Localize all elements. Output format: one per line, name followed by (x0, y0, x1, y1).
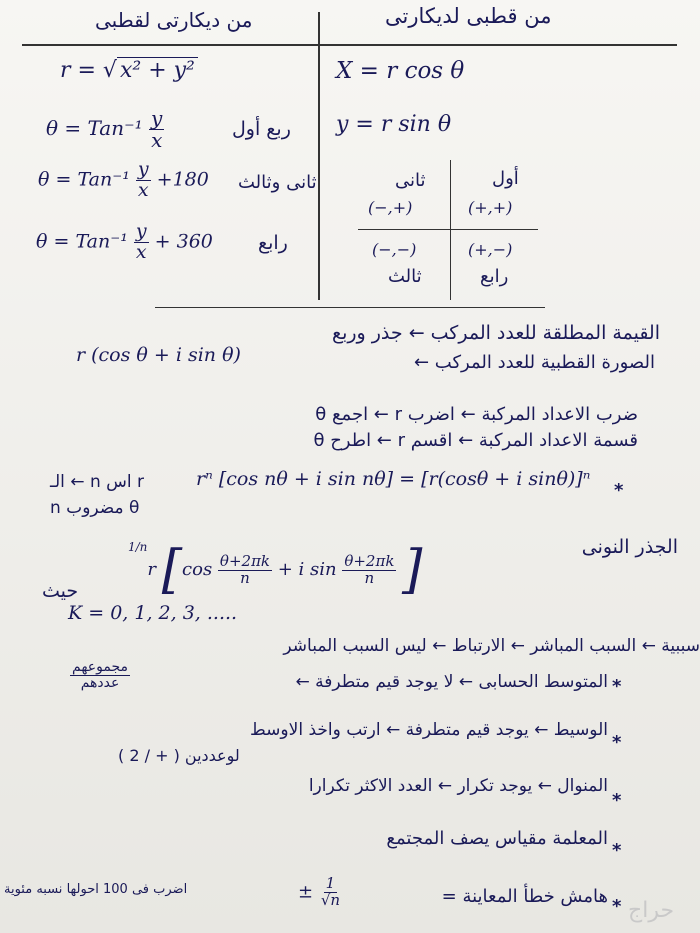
q23-label: ثانى وثالث (238, 172, 317, 193)
power-rule-line1: r اس n ← الـ (50, 472, 145, 492)
left-header: من ديكارتى لقطبى (95, 8, 253, 32)
header-rule (22, 44, 677, 46)
bullet-median: * (612, 732, 622, 753)
quadrant-second-sign: (−,+) (368, 198, 413, 217)
bottom-rule (155, 307, 545, 308)
mean-fraction (70, 660, 130, 690)
nth-root-formula: $^{1/n}$r [cos $\frac{\theta+2\pi k}{n}$ + i sin $\frac{\theta+2\pi k}{n}$ ] (128, 540, 423, 600)
margin-note: اضرب فى 100 احولها نسبه مئوية (4, 882, 188, 897)
quadrant-third-sign: (−,−) (372, 240, 417, 259)
bullet-mode: * (612, 790, 622, 811)
multiplication-note: ضرب الاعداد المركبة ← اضرب r ← اجمع θ (315, 404, 638, 425)
theta-q1-formula: θ = Tan⁻¹ $\frac{y}{x}$ (46, 106, 163, 152)
where-label: حيث (42, 580, 79, 602)
nth-root-label: الجذر النونى (581, 536, 678, 558)
quadrant-first-sign: (+,+) (468, 198, 513, 217)
mean-note: المتوسط الحسابى ← لا يوجد قيم متطرفة ← (295, 672, 608, 692)
bullet-power: * (614, 480, 624, 501)
polar-form-expr: r (cos θ + i sin θ) (76, 344, 241, 366)
bullet-margin: * (612, 896, 622, 917)
x-formula: X = r cos θ (336, 58, 465, 84)
r-formula: r = √ x² + y² (60, 58, 198, 83)
median-note: الوسيط ← يوجد قيم متطرفة ← ارتب واخذ الاوسط (250, 720, 608, 740)
q1-label: ربع أول (232, 118, 291, 140)
y-formula: y = r sin θ (336, 112, 452, 137)
margin-expr: ± $\frac{1}{√n}$ (298, 874, 341, 909)
watermark-logo: حراج (628, 898, 675, 923)
quadrant-fourth-sign: (+,−) (468, 240, 513, 259)
mean-frac-num: مجموعهم (72, 659, 128, 675)
theta-q23-formula: θ = Tan⁻¹ $\frac{y}{x}$ +180 (38, 158, 209, 201)
division-note: قسمة الاعداد المركبة ← اقسم r ← اطرح θ (313, 430, 638, 451)
quadrant-fourth-label: رابع (480, 266, 509, 287)
mode-note: المنوال ← يوجد تكرار ← العدد الاكثر تكرارا (308, 776, 608, 796)
bullet-mean: * (612, 676, 622, 697)
mean-frac-den: عددهم (80, 674, 120, 691)
k-values: K = 0, 1, 2, 3, ..... (68, 602, 238, 624)
parameter-note: المعلمة مقياس يصف المجتمع (386, 828, 608, 849)
margin-label: هامش خطأ المعاينة = (441, 886, 608, 907)
quadrant-second-label: ثانى (395, 170, 426, 191)
bullet-parameter: * (612, 840, 622, 861)
right-header: من قطبى لديكارتى (385, 4, 552, 28)
polar-form-label: الصورة القطبية للعدد المركب ← (413, 352, 655, 373)
theta-q4-formula: θ = Tan⁻¹ $\frac{y}{x}$ + 360 (36, 220, 213, 263)
median-even-note: لوعددين ( + / 2 ) (118, 746, 240, 765)
quadrant-first-label: أول (492, 168, 519, 189)
center-divider (318, 12, 320, 300)
modulus-note: القيمة المطلقة للعدد المركب ← جذر وربع (331, 322, 660, 344)
quadrant-third-label: ثالث (388, 266, 422, 287)
power-formula: rⁿ [cos nθ + i sin nθ] = [r(cosθ + i sinθ)]ⁿ (196, 468, 591, 490)
causal-note: سببية ← السبب المباشر ← الارتباط ← ليس السبب المباشر (283, 636, 700, 656)
power-rule-line2: θ مضروب n (50, 498, 140, 518)
q4-label: رابع (258, 232, 288, 254)
quadrant-horizontal (358, 229, 538, 230)
